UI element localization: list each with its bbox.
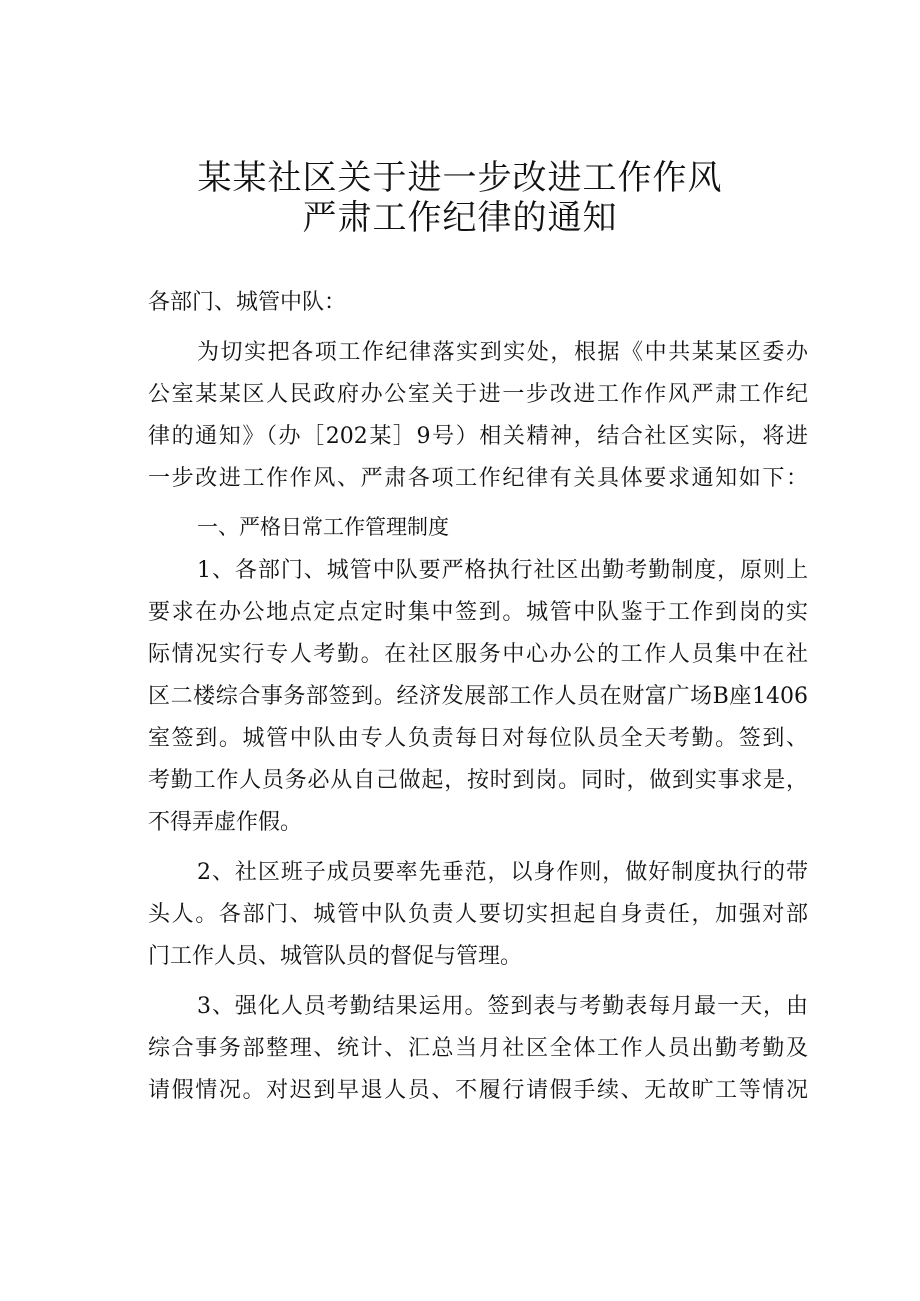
document-title-line-1: 某某社区关于进一步改进工作作风 bbox=[197, 158, 723, 198]
salutation: 各部门、城管中队： bbox=[148, 290, 347, 315]
intro-line-2: 公室某某区人民政府办公室关于进一步改进工作作风严肃工作纪 bbox=[148, 382, 808, 407]
item-1-line-3: 际情况实行专人考勤。在社区服务中心办公的工作人员集中在社 bbox=[148, 642, 808, 667]
item-1-line-2: 要求在办公地点定点定时集中签到。城管中队鉴于工作到岗的实 bbox=[148, 600, 808, 625]
item-2-line-1: 2、社区班子成员要率先垂范，以身作则，做好制度执行的带 bbox=[197, 860, 808, 885]
item-1-line-6: 考勤工作人员务必从自己做起，按时到岗。同时，做到实事求是， bbox=[148, 768, 808, 793]
item-3-line-3: 请假情况。对迟到早退人员、不履行请假手续、无故旷工等情况 bbox=[148, 1078, 808, 1103]
item-1-line-4: 区二楼综合事务部签到。经济发展部工作人员在财富广场B座1406 bbox=[148, 684, 808, 709]
item-1-line-7: 不得弄虚作假。 bbox=[148, 810, 303, 835]
item-3-line-2: 综合事务部整理、统计、汇总当月社区全体工作人员出勤考勤及 bbox=[148, 1036, 808, 1061]
section-heading: 一、严格日常工作管理制度 bbox=[197, 515, 449, 539]
intro-line-3: 律的通知》（办［202某］9号）相关精神，结合社区实际，将进 bbox=[148, 424, 808, 449]
item-1-line-1: 1、各部门、城管中队要严格执行社区出勤考勤制度，原则上 bbox=[197, 558, 808, 583]
item-1-line-5: 室签到。城管中队由专人负责每日对每位队员全天考勤。签到、 bbox=[148, 726, 808, 751]
item-3-line-1: 3、强化人员考勤结果运用。签到表与考勤表每月最一天，由 bbox=[197, 994, 808, 1019]
item-2-line-3: 门工作人员、城管队员的督促与管理。 bbox=[148, 944, 523, 969]
document-title-line-2: 严肃工作纪律的通知 bbox=[302, 198, 618, 238]
item-2-line-2: 头人。各部门、城管中队负责人要切实担起自身责任，加强对部 bbox=[148, 902, 808, 927]
intro-line-1: 为切实把各项工作纪律落实到实处，根据《中共某某区委办 bbox=[197, 340, 808, 365]
intro-line-4: 一步改进工作作风、严肃各项工作纪律有关具体要求通知如下： bbox=[148, 466, 808, 491]
